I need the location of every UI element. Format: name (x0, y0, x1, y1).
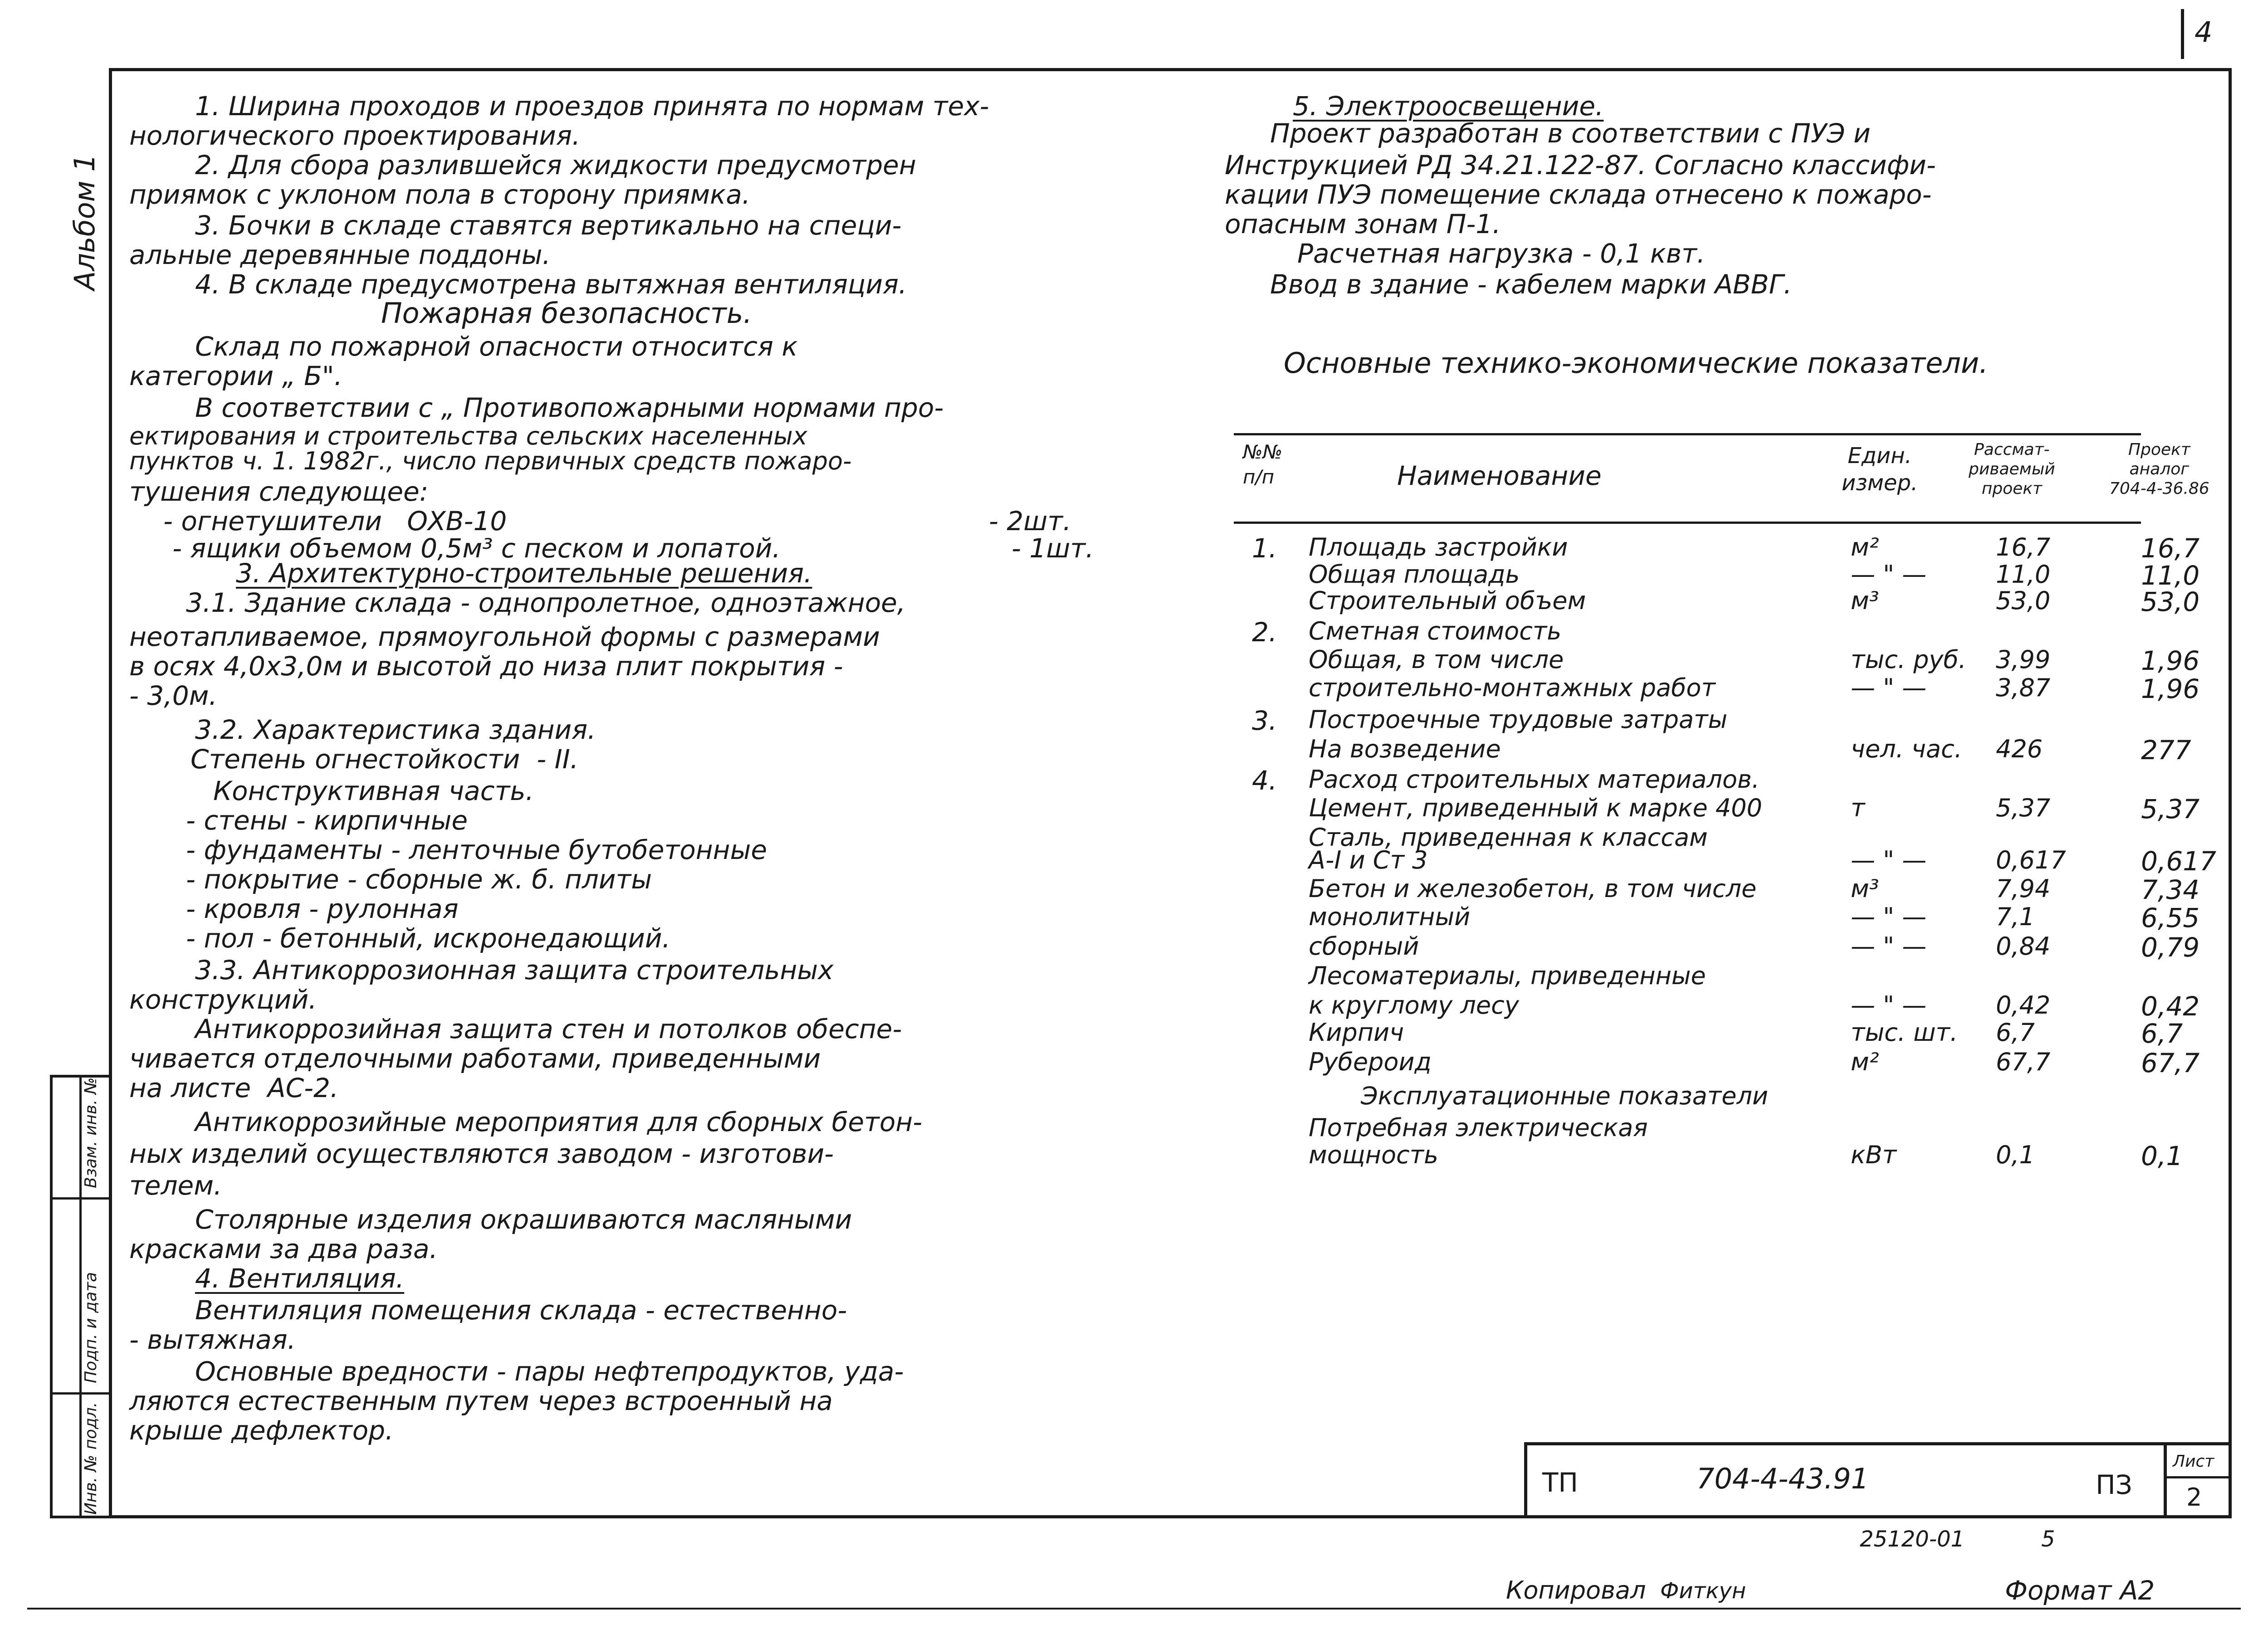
cell-name: строительно-монтажных работ (1309, 673, 1716, 702)
table-title: Основные технико-экономические показатели. (1284, 346, 1988, 380)
cell-name: Построечные трудовые затраты (1309, 705, 1728, 734)
vent-para-2: Основные вредности - пары нефтепродуктов, уда- (195, 1356, 904, 1387)
electric-para-1-cont2: кации ПУЭ помещение склада отнесено к пожаро- (1225, 179, 1932, 210)
anti-para-1-cont1: чивается отделочными работами, приведенными (129, 1043, 821, 1074)
cell-project: 5,37 (1996, 794, 2051, 822)
cell-analog: 16,7 (2141, 533, 2200, 564)
arch-para-1-cont1: неотапливаемое, прямоугольной формы с размерами (129, 621, 880, 652)
anti-para-3-cont: красками за два раза. (129, 1234, 438, 1264)
para-3: 3. Бочки в складе ставятся вертикально на специ- (195, 210, 902, 241)
cell-name: Расход строительных материалов. (1309, 765, 1760, 794)
cell-project: 16,7 (1996, 533, 2051, 561)
electric-heading: 5. Электроосвещение. (1293, 91, 1604, 122)
table-header-rule (1234, 522, 2141, 524)
copied-by-sign: Фиткун (1660, 1578, 1746, 1604)
cell-unit: — " — (1851, 846, 1927, 874)
cell-project: 0,1 (1996, 1141, 2035, 1169)
arch-heading: 3. Архитектурно-строительные решения. (236, 558, 812, 589)
cell-name: Общая площадь (1309, 560, 1520, 589)
cell-name: мощность (1309, 1141, 1438, 1169)
th-analog: Проект аналог 704-4-36.86 (2109, 440, 2209, 498)
cell-analog: 7,34 (2141, 874, 2200, 905)
cell-name: Цемент, приведенный к марке 400 (1309, 794, 1762, 822)
fire-heading: Пожарная безопасность. (381, 297, 753, 330)
project-code: 704-4-43.91 (1696, 1462, 1869, 1495)
sand-box-item: - ящики объемом 0,5м³ с песком и лопатой. (172, 533, 781, 564)
corner-page-number: 4 (2195, 15, 2213, 49)
cell-name: Кирпич (1309, 1018, 1404, 1047)
sheet-label: Лист (2173, 1452, 2214, 1471)
anti-para-2: Антикоррозийные мероприятия для сборных бетон- (195, 1107, 923, 1137)
cell-analog: 6,7 (2141, 1018, 2183, 1049)
cell-unit: м² (1851, 1048, 1879, 1076)
anti-para-2-cont2: телем. (129, 1170, 222, 1201)
order-code: 25120-01 (1860, 1527, 1965, 1552)
cell-name: Бетон и железобетон, в том числе (1309, 874, 1757, 903)
vent-heading: 4. Вентиляция. (195, 1263, 405, 1294)
album-label: Альбом 1 (68, 154, 101, 290)
cell-project: 426 (1996, 735, 2043, 763)
cell-unit: тыс. шт. (1851, 1018, 1958, 1047)
electric-para-1-cont3: опасным зонам П-1. (1225, 209, 1501, 239)
cell-analog: 11,0 (2141, 560, 2200, 591)
table-top-rule (1234, 433, 2141, 435)
cell-unit: м³ (1851, 874, 1879, 903)
cell-name: Лесоматериалы, приведенные (1309, 961, 1706, 990)
cell-project: 53,0 (1996, 586, 2051, 615)
cell-unit: — " — (1851, 560, 1927, 589)
tp-label: ТП (1542, 1467, 1579, 1498)
anti-para-3: Столярные изделия окрашиваются масляными (195, 1204, 852, 1235)
cell-project: 11,0 (1996, 560, 2051, 589)
fire-para-2-cont1: ектирования и строительства сельских населенных (129, 422, 807, 450)
cell-name: На возведение (1309, 735, 1501, 763)
cell-unit: тыс. руб. (1851, 645, 1966, 674)
cell-name: Рубероид (1309, 1048, 1432, 1076)
vent-para-2-cont2: крыше дефлектор. (129, 1415, 394, 1446)
cell-name: Площадь застройки (1309, 533, 1568, 561)
arch-para-1-cont3: - 3,0м. (129, 680, 217, 711)
para-4: 4. В складе предусмотрена вытяжная вентиляция. (195, 269, 907, 300)
para-3-cont: альные деревянные поддоны. (129, 239, 551, 270)
fire-para-2-cont2: пунктов ч. 1. 1982г., число первичных средств пожаро- (129, 447, 852, 475)
vent-para-2-cont1: ляются естественным путем через встроенный на (129, 1385, 833, 1416)
th-unit: Един. измер. (1842, 443, 1918, 496)
section-code: ПЗ (2096, 1469, 2132, 1500)
cell-analog: 0,79 (2141, 932, 2200, 963)
th-project: Рассмат- риваемый проект (1969, 440, 2055, 498)
cell-name: к круглому лесу (1309, 991, 1519, 1019)
cell-num: 3. (1252, 705, 1277, 736)
anti-heading-cont: конструкций. (129, 984, 317, 1015)
cell-name: Эксплуатационные показатели (1361, 1082, 1769, 1110)
cell-analog: 0,1 (2141, 1141, 2183, 1171)
extinguisher-qty: - 2шт. (989, 506, 1071, 537)
cell-unit: — " — (1851, 673, 1927, 702)
cell-unit: — " — (1851, 932, 1927, 961)
cell-project: 0,42 (1996, 991, 2051, 1019)
fire-para-1-cont: категории „ Б". (129, 361, 343, 391)
cell-name: монолитный (1309, 902, 1471, 931)
vent-para-1-cont: - вытяжная. (129, 1324, 296, 1355)
cell-name: А-I и Ст 3 (1309, 846, 1428, 874)
cell-project: 0,84 (1996, 932, 2051, 961)
cell-analog: 0,42 (2141, 991, 2200, 1022)
extinguisher-item: - огнетушители ОХВ-10 (163, 506, 507, 537)
cell-analog: 0,617 (2141, 846, 2217, 877)
cell-project: 6,7 (1996, 1018, 2035, 1047)
cell-name: Сталь, приведенная к классам (1309, 823, 1708, 852)
cell-project: 0,617 (1996, 846, 2066, 874)
anti-heading: 3.3. Антикоррозионная защита строительных (195, 955, 834, 985)
anti-para-2-cont1: ных изделий осуществляются заводом - изготови- (129, 1138, 834, 1169)
cell-unit: м³ (1851, 586, 1879, 615)
cell-project: 67,7 (1996, 1048, 2051, 1076)
cell-analog: 277 (2141, 735, 2191, 766)
arch-para-1-cont2: в осях 4,0х3,0м и высотой до низа плит покрытия - (129, 651, 843, 682)
paper-format: Формат А2 (2005, 1575, 2155, 1606)
copied-by-label: Копировал (1506, 1576, 1646, 1605)
constr-roof-slabs: - покрытие - сборные ж. б. плиты (186, 864, 652, 895)
cell-analog: 1,96 (2141, 645, 2200, 676)
electric-para-1: Проект разработан в соответствии с ПУЭ и (1270, 118, 1871, 149)
cell-unit: т (1851, 794, 1865, 822)
cell-unit: кВт (1851, 1141, 1897, 1169)
constr-heading: Конструктивная часть. (213, 776, 534, 806)
electric-cable: Ввод в здание - кабелем марки АВВГ. (1270, 269, 1792, 300)
fire-para-2: В соответствии с „ Противопожарными нормами про- (195, 392, 944, 423)
cell-analog: 6,55 (2141, 902, 2200, 933)
cell-num: 2. (1252, 617, 1277, 648)
arch-para-2: 3.2. Характеристика здания. (195, 714, 596, 745)
constr-foundations: - фундаменты - ленточные бутобетонные (186, 834, 767, 865)
constr-roofing: - кровля - рулонная (186, 893, 459, 924)
constr-walls: - стены - кирпичные (186, 805, 468, 836)
cell-analog: 67,7 (2141, 1048, 2200, 1078)
cell-project: 3,87 (1996, 673, 2051, 702)
cell-num: 1. (1252, 533, 1277, 564)
electric-para-1-cont1: Инструкцией РД 34.21.122-87. Согласно классифи- (1225, 150, 1936, 180)
cell-project: 7,94 (1996, 874, 2051, 903)
cell-analog: 53,0 (2141, 586, 2200, 617)
anti-para-1-cont2: на листе АС-2. (129, 1073, 339, 1103)
footer-rule (27, 1608, 2241, 1610)
stamp-sign-date: Подп. и дата (82, 1272, 100, 1383)
cell-unit: чел. час. (1851, 735, 1962, 763)
vent-para-1: Вентиляция помещения склада - естественно- (195, 1295, 847, 1326)
stamp-replace-inv: Взам. инв. № (82, 1077, 100, 1188)
cell-analog: 1,96 (2141, 673, 2200, 704)
para-2: 2. Для сбора разлившейся жидкости предусмотрен (195, 150, 916, 180)
cell-name: Потребная электрическая (1309, 1113, 1648, 1142)
sand-box-qty: - 1шт. (1012, 533, 1094, 564)
cell-name: Строительный объем (1309, 586, 1586, 615)
sheet-number: 2 (2186, 1483, 2202, 1512)
fire-para-2-cont3: тушения следующее: (129, 476, 429, 507)
cell-name: Сметная стоимость (1309, 617, 1562, 645)
cell-unit: м² (1851, 533, 1879, 561)
anti-para-1: Антикоррозийная защита стен и потолков обеспе- (195, 1014, 902, 1044)
arch-para-1: 3.1. Здание склада - однопролетное, одноэтажное, (186, 587, 906, 618)
para-1-cont: нологического проектирования. (129, 120, 581, 151)
cell-unit: — " — (1851, 991, 1927, 1019)
th-name: Наименование (1397, 460, 1602, 491)
stamp-inv-orig: Инв. № подл. (82, 1402, 100, 1515)
order-number: 5 (2041, 1527, 2055, 1552)
constr-floor: - пол - бетонный, искронедающий. (186, 923, 671, 954)
electric-load: Расчетная нагрузка - 0,1 квт. (1297, 238, 1706, 269)
fire-para-1: Склад по пожарной опасности относится к (195, 331, 798, 362)
cell-name: сборный (1309, 932, 1419, 961)
cell-project: 7,1 (1996, 902, 2035, 931)
cell-project: 3,99 (1996, 645, 2051, 674)
th-num: №№ п/п (1243, 441, 1283, 488)
cell-analog: 5,37 (2141, 794, 2200, 824)
fire-rating: Степень огнестойкости - II. (191, 744, 579, 775)
para-1: 1. Ширина проходов и проездов принята по нормам тех- (195, 91, 989, 122)
para-2-cont: приямок с уклоном пола в сторону приямка. (129, 179, 751, 210)
cell-name: Общая, в том числе (1309, 645, 1564, 674)
cell-num: 4. (1252, 765, 1277, 796)
cell-unit: — " — (1851, 902, 1927, 931)
